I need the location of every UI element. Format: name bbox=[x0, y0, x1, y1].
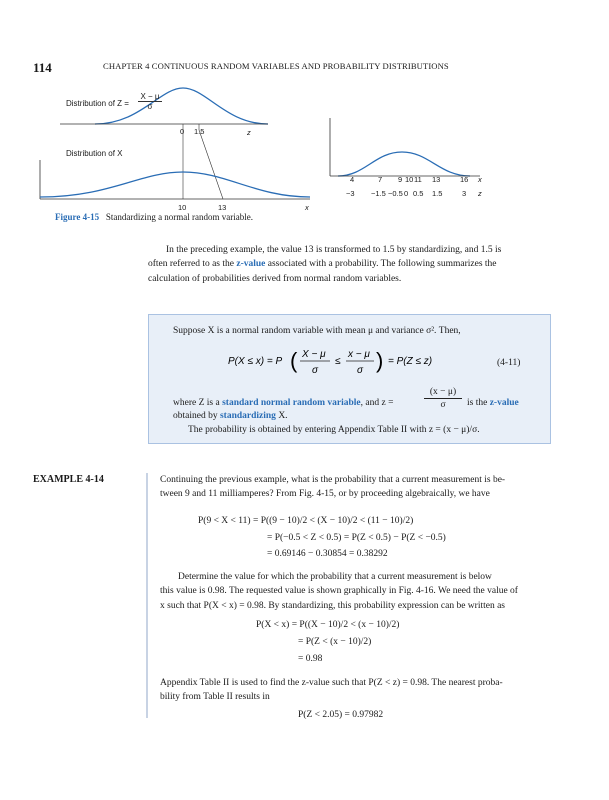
rz-tick: 0 bbox=[404, 189, 409, 198]
rz-tick: 1.5 bbox=[432, 189, 443, 198]
equation-5: = P(Z < (x − 10)/2) bbox=[298, 637, 372, 647]
bottom-dist-label: Distribution of X bbox=[66, 149, 123, 158]
caption-number: Figure 4-15 bbox=[55, 212, 100, 222]
equation-7: P(Z < 2.05) = 0.97982 bbox=[298, 710, 384, 720]
rz-tick: −0.5 bbox=[388, 189, 403, 198]
equation-2: = P(−0.5 < Z < 0.5) = P(Z < 0.5) − P(Z < −0.5) bbox=[267, 533, 446, 543]
equation-1: P(9 < X < 11) = P((9 − 10)/2 < (X − 10)/2 < (11 − 10)/2) bbox=[198, 516, 414, 526]
svg-text:): ) bbox=[376, 348, 384, 373]
frac-den: σ bbox=[440, 400, 446, 410]
rx-tick: 11 bbox=[414, 175, 422, 184]
example-line: Appendix Table II is used to find the z-value such that P(Z < z) = 0.98. The nearest proba- bbox=[160, 678, 503, 688]
example-line: bility from Table II results in bbox=[160, 692, 270, 703]
rx-tick: 10 bbox=[405, 175, 414, 184]
example-rule bbox=[146, 473, 148, 718]
example-line: Continuing the previous example, what is the probability that a current measurement is be- bbox=[160, 475, 506, 485]
z-frac-den: σ bbox=[147, 102, 153, 111]
example-question bbox=[160, 570, 548, 613]
tick-one-point-five: 1.5 bbox=[194, 127, 205, 136]
rx-tick: 16 bbox=[460, 175, 469, 184]
top-dist-label: Distribution of Z = bbox=[66, 99, 129, 108]
z-frac-num: X − μ bbox=[138, 92, 162, 102]
right-density-curve bbox=[338, 152, 470, 176]
rz-tick: 3 bbox=[462, 189, 467, 198]
example-line: x such that P(X < x) = 0.98. By standardizing, this probability expression can be written as bbox=[160, 600, 506, 611]
intro-line: In the preceding example, the value 13 is transformed to 1.5 by standardizing, and 1.5 is bbox=[166, 245, 502, 255]
caption-text: Standardizing a normal random variable. bbox=[105, 212, 254, 222]
svg-text:P(X ≤ x) = P: P(X ≤ x) = P bbox=[228, 356, 283, 367]
intro-line: calculation of probabilities derived from normal random variables. bbox=[148, 273, 402, 284]
page-number: 114 bbox=[33, 60, 52, 75]
top-axis-var: z bbox=[247, 128, 251, 137]
rx-tick: 13 bbox=[432, 175, 441, 184]
bottom-axis-var: x bbox=[305, 203, 309, 212]
svg-text:σ: σ bbox=[312, 365, 319, 376]
box-zvalue: is the z-value bbox=[467, 398, 519, 408]
box-where-line: where Z is a standard normal random variable, and z = bbox=[173, 398, 394, 408]
intro-line: often referred to as the z-value associated with a probability. The following summarizes the bbox=[148, 259, 497, 270]
tick-thirteen: 13 bbox=[218, 203, 227, 212]
box-line1: Suppose X is a normal random variable with mean μ and variance σ². Then, bbox=[173, 326, 461, 336]
box-line4: The probability is obtained by entering Appendix Table II with z = (x − μ)/σ. bbox=[188, 425, 480, 435]
equation-4: P(X < x) = P((X − 10)/2 < (x − 10)/2) bbox=[256, 620, 400, 630]
svg-text:(: ( bbox=[290, 348, 298, 373]
rz-tick: −3 bbox=[346, 189, 355, 198]
svg-text:≤: ≤ bbox=[335, 356, 341, 367]
figure-4-15 bbox=[0, 0, 609, 225]
example-answer bbox=[160, 676, 548, 705]
equation-6: = 0.98 bbox=[298, 654, 323, 664]
z-fraction bbox=[138, 92, 162, 111]
equation-3: = 0.69146 − 0.30854 = 0.38292 bbox=[267, 549, 388, 559]
rx-tick: 7 bbox=[378, 175, 383, 184]
frac-num: (x − μ) bbox=[424, 386, 462, 399]
equation-number: (4-11) bbox=[497, 358, 521, 368]
svg-text:σ: σ bbox=[357, 365, 364, 376]
box-line3: obtained by standardizing X. bbox=[173, 411, 288, 421]
box-equation bbox=[228, 342, 468, 382]
svg-text:x − μ: x − μ bbox=[348, 349, 370, 360]
example-line: Determine the value for which the probability that a current measurement is below bbox=[178, 572, 492, 582]
rz-var: z bbox=[478, 189, 482, 198]
box-fraction bbox=[424, 386, 462, 411]
example-label: EXAMPLE 4-14 bbox=[33, 474, 104, 485]
tick-ten: 10 bbox=[178, 203, 187, 212]
rx-tick: 4 bbox=[350, 175, 355, 184]
mapping-line bbox=[199, 130, 223, 199]
x-density-curve bbox=[40, 172, 310, 197]
figure-caption bbox=[55, 212, 253, 222]
rz-tick: 0.5 bbox=[413, 189, 424, 198]
svg-text:X − μ: X − μ bbox=[302, 349, 326, 360]
rx-tick: 9 bbox=[398, 175, 403, 184]
running-header: CHAPTER 4 CONTINUOUS RANDOM VARIABLES AND PROBABILITY DISTRIBUTIONS bbox=[103, 61, 449, 71]
example-intro bbox=[160, 473, 548, 502]
tick-zero: 0 bbox=[180, 127, 185, 136]
intro-paragraph bbox=[148, 243, 548, 286]
rz-tick: −1.5 bbox=[371, 189, 386, 198]
svg-text:= P(Z ≤ z): = P(Z ≤ z) bbox=[388, 356, 433, 367]
rx-var: x bbox=[478, 175, 482, 184]
example-line: this value is 0.98. The requested value is shown graphically in Fig. 4-16. We need the value of bbox=[160, 586, 518, 597]
example-line: tween 9 and 11 milliamperes? From Fig. 4-15, or by proceeding algebraically, we have bbox=[160, 489, 490, 500]
